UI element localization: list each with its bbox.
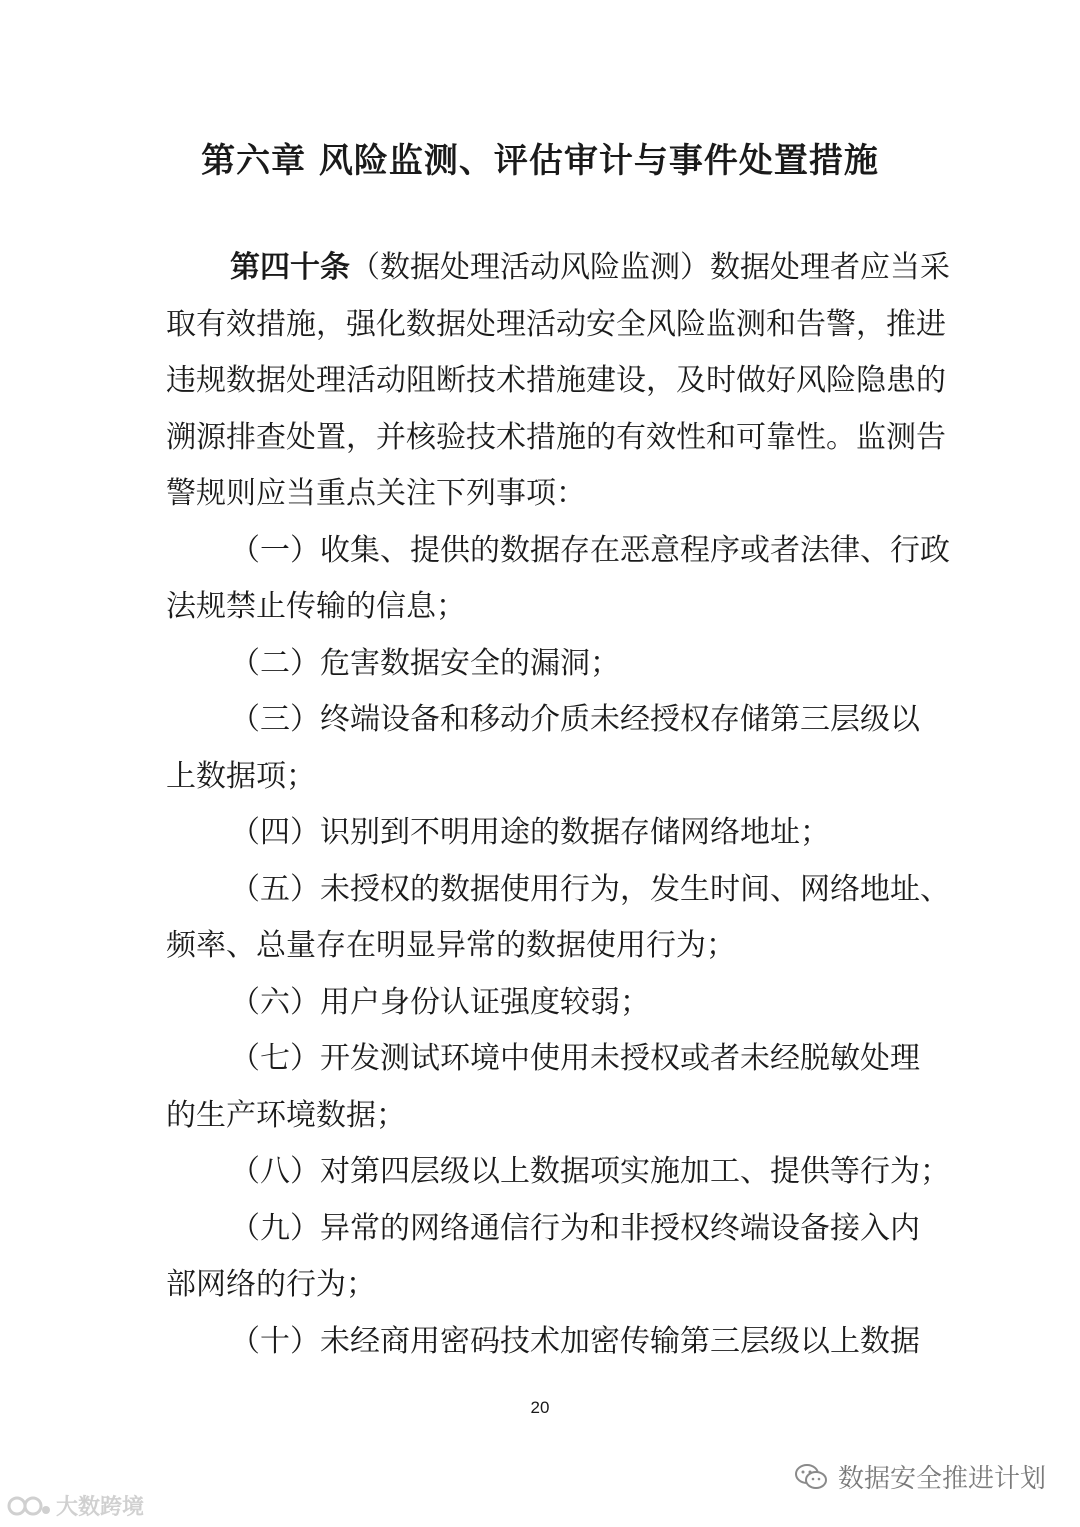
list-item: （三）终端设备和移动介质未经授权存储第三层级以 (230, 702, 920, 737)
list-item-continuation: 的生产环境数据； (166, 1097, 406, 1133)
list-item: （七）开发测试环境中使用未授权或者未经脱敏处理 (230, 1041, 920, 1076)
corner-logo (6, 1490, 144, 1521)
list-item: （九）异常的网络通信行为和非授权终端设备接入内 (230, 1210, 920, 1246)
watermark-text: 数据安全推进计划 (837, 1464, 1046, 1494)
article-lead: 第四十条 (230, 250, 350, 285)
list-item: （二）危害数据安全的漏洞； (230, 645, 620, 681)
list-item-continuation: 法规禁止传输的信息； (166, 589, 466, 624)
corner-logo-text: 大数跨境 (56, 1495, 145, 1520)
list-item: （十）未经商用密码技术加密传输第三层级以上数据 (230, 1323, 920, 1359)
list-item: （六）用户身份认证强度较弱； (230, 984, 650, 1020)
article-first-line (166, 240, 950, 297)
article-line: 取有效措施，强化数据处理活动安全风险监测和告警，推进 (166, 306, 946, 342)
list-item-continuation: 上数据项； (166, 758, 316, 794)
list-item-continuation: 频率、总量存在明显异常的数据使用行为； (166, 928, 736, 963)
chapter-title: 第六章 风险监测、评估审计与事件处置措施 (201, 141, 879, 181)
list-item: （五）未授权的数据使用行为，发生时间、网络地址、 (230, 871, 950, 907)
article-line: 违规数据处理活动阻断技术措施建设，及时做好风险隐患的 (166, 363, 946, 398)
article-line: （数据处理活动风险监测）数据处理者应当采 (350, 250, 950, 285)
list-item: （一）收集、提供的数据存在恶意程序或者法律、行政 (230, 532, 950, 568)
wechat-icon (794, 1463, 828, 1491)
list-item: （四）识别到不明用途的数据存储网络地址； (230, 815, 830, 850)
article-line: 警规则应当重点关注下列事项： (166, 476, 586, 511)
list-item: （八）对第四层级以上数据项实施加工、提供等行为； (230, 1154, 950, 1189)
page-number: 20 (530, 1398, 550, 1417)
watermark (794, 1458, 1046, 1495)
list-item-continuation: 部网络的行为； (166, 1267, 376, 1302)
article-line: 溯源排查处置，并核验技术措施的有效性和可靠性。监测告 (166, 419, 946, 455)
document-body (166, 240, 950, 1370)
logo-icon (6, 1495, 52, 1517)
